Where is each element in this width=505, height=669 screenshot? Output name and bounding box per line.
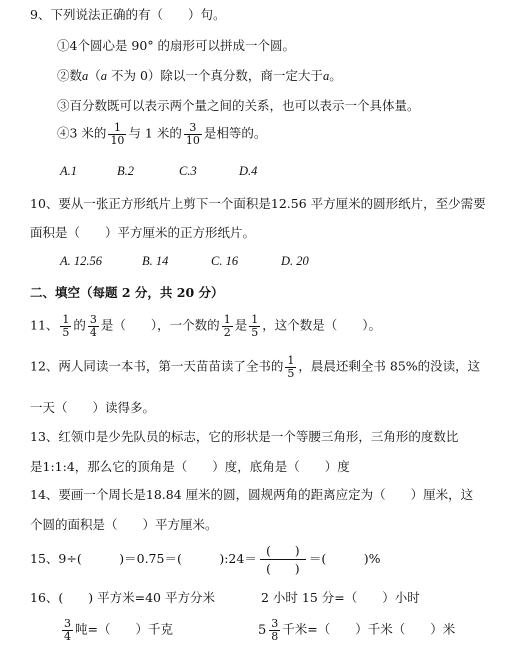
q16-part-1: 16、( ) 平方米=40 平方分米 (30, 590, 215, 605)
q9-options (60, 163, 257, 179)
q14-line-2: 个圆的面积是（ ）平方厘米。 (30, 517, 218, 532)
option-b: B.2 (117, 164, 135, 178)
q10-options (60, 253, 309, 269)
q10-line-1: 10、要从一张正方形纸片上剪下一个面积是12.56 平方厘米的圆形纸片，至少需要 (30, 196, 486, 211)
option-b: B. 14 (142, 254, 169, 268)
fraction: $\frac{1}{2}$ (223, 313, 231, 339)
q10-line-2: 面积是（ ）平方厘米的正方形纸片。 (30, 225, 256, 240)
q14-line-1: 14、要画一个周长是18.84 厘米的圆，圆规两角的距离应定为（ ）厘米，这 (30, 487, 474, 502)
q13-line-1: 13、红领巾是少先队员的标志，它的形状是一个等腰三角形，三角形的度数比 (30, 429, 459, 444)
q15: 15、9÷( )＝0.75＝( ):24＝ ( ) ( ) ＝( )% (30, 544, 381, 576)
fraction: $\frac{3}{4}$ (64, 617, 71, 643)
q12-line-1: 12、两人同读一本书，第一天苗苗读了全书的 $\frac{1}{5}$ ，晨晨还剩全书 85%的没读，这 (30, 354, 481, 380)
q16-part-3: $\frac{3}{4}$ 吨=（ ）千克 (64, 617, 173, 643)
option-d: D. 20 (281, 254, 309, 268)
q9-statement-1: ①4个圆心是 90° 的扇形可以拼成一个圆。 (57, 38, 296, 53)
q9-stem: 9、下列说法正确的有（ ）句。 (30, 7, 226, 22)
fraction: $\frac{1}{5}$ (251, 313, 259, 339)
fraction: $\frac{1}{10}$ (110, 121, 125, 147)
fraction: $\frac{1}{5}$ (287, 354, 295, 380)
option-a: A.1 (60, 164, 78, 178)
option-c: C. 16 (211, 254, 239, 268)
q16-part-2: 2 小时 15 分=（ ）小时 (261, 590, 420, 605)
fraction: $\frac{3}{4}$ (89, 313, 97, 339)
fraction: $\frac{1}{5}$ (62, 313, 70, 339)
q13-line-2: 是1:1:4，那么它的顶角是（ ）度，底角是（ ）度 (30, 459, 350, 474)
section-title: 二、填空（每题 2 分，共 20 分） (30, 285, 224, 300)
q9-statement-4: ④3 米的 $\frac{1}{10}$ 与 1 米的 $\frac{3}{10}$ 是相等的。 (57, 121, 267, 147)
option-c: C.3 (179, 164, 197, 178)
option-a: A. 12.56 (60, 254, 103, 268)
mixed-number: 5 $\frac{3}{8}$ (258, 617, 279, 643)
fraction-blank: ( ) ( ) (260, 542, 306, 577)
q11: 11、 $\frac{1}{5}$ 的 $\frac{3}{4}$ 是（ ），一个数的 $\frac{1}{2}$ 是 $\frac{1}{5}$ ，这个数是（ ）。 (30, 313, 381, 339)
option-d: D.4 (239, 164, 258, 178)
q9-statement-3: ③百分数既可以表示两个量之间的关系，也可以表示一个具体量。 (57, 98, 420, 113)
q9-statement-2: ②数a（a 不为 0）除以一个真分数，商一定大于a。 (57, 68, 342, 83)
q12-line-2: 一天（ ）读得多。 (30, 400, 156, 415)
q16-part-4: 5 $\frac{3}{8}$ 千米=（ ）千米（ ）米 (258, 617, 456, 643)
fraction: $\frac{3}{10}$ (185, 121, 200, 147)
